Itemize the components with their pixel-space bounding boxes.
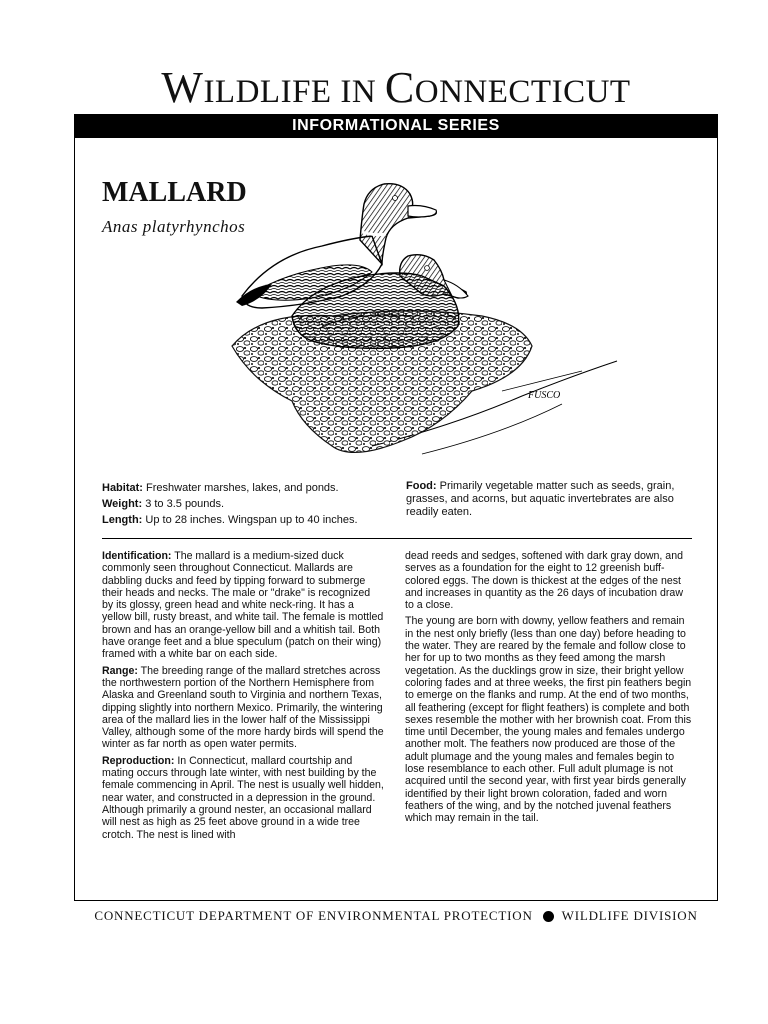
weight-row bbox=[102, 496, 392, 512]
young-paragraph: The young are born with downy, yellow feathers and remain in the nest only briefly (less than one day) before heading to the water. They are reared by the female and follow close to her for up to two months as they feed among the marsh vegetation. As the ducklings grow in size, their bright yellow coloring fades and at three weeks, the first pin feathers begin to emerge on the flanks and rump. At the end of two months, all feathering (except for flight feathers) is complete and both sexes resemble the mother with her brownish coat. From this time until December, the young males and females undergo another molt. The feathers now produced are those of the adult plumage and the young males and females begin to lose resemblance to each other. Full adult plumage is not acquired until the second year, with first year birds generally identified by their light brown coloration, faded and worn feathers of the wing, and by the notched juvenal feathers which may remain in the tail. bbox=[405, 615, 692, 825]
range-label: Range: bbox=[102, 664, 138, 677]
mallard-illustration bbox=[222, 176, 622, 466]
footer-department: CONNECTICUT DEPARTMENT OF ENVIRONMENTAL PROTECTION bbox=[94, 908, 533, 923]
footer-division: WILDLIFE DIVISION bbox=[561, 908, 698, 923]
bullet-icon bbox=[543, 911, 554, 922]
length-label: Length: bbox=[102, 514, 143, 526]
range-paragraph bbox=[102, 665, 384, 751]
reproduction-label: Reproduction: bbox=[102, 754, 175, 767]
section-divider bbox=[102, 538, 692, 539]
length-text: Up to 28 inches. Wingspan up to 40 inches. bbox=[145, 514, 358, 526]
scientific-name: Anas platyrhynchos bbox=[102, 217, 246, 236]
habitat-label: Habitat: bbox=[102, 482, 143, 494]
identification-label: Identification: bbox=[102, 550, 172, 562]
fact-box-left bbox=[102, 480, 392, 528]
body-column-left bbox=[102, 550, 384, 845]
habitat-row bbox=[102, 480, 392, 496]
identification-paragraph bbox=[102, 550, 384, 661]
food-text: Primarily vegetable matter such as seeds, grain, grasses, and acorns, but aquatic invertebrates are also readily eaten. bbox=[406, 480, 675, 518]
page-title bbox=[76, 62, 716, 118]
title-part-1: ILDLIFE IN bbox=[203, 74, 385, 110]
weight-label: Weight: bbox=[102, 498, 143, 510]
title-initial-w: W bbox=[161, 63, 204, 112]
length-row bbox=[102, 512, 392, 528]
title-initial-c: C bbox=[384, 63, 415, 112]
weight-text: 3 to 3.5 pounds. bbox=[145, 498, 225, 510]
range-text: The breeding range of the mallard stretches across the northwestern portion of the Northern Hemisphere from Alaska and Greenland south to Virginia and northern Texas, dipping slightly into northern Mexico. Primarily, the wintering area of the mallard lies in the lower half of the Mississippi Valley, although some of the more hardy birds will spend the winter as far north as open water permits. bbox=[102, 664, 384, 751]
artist-signature: FUSCO bbox=[528, 390, 561, 401]
title-part-2: ONNECTICUT bbox=[414, 74, 631, 110]
series-banner: INFORMATIONAL SERIES bbox=[74, 114, 718, 138]
identification-text: The mallard is a medium-sized duck commonly seen throughout Connecticut. Mallards are dabbling ducks and feed by tipping forward to submerge their heads and necks. The male or "drake" is recognized by its glossy, green head and white neck-ring. It has a yellow bill, rusty breast, and white tail. The female is mottled brown and has an orange-yellow bill and a whitish tail. Both have orange feet and a blue speculum (patch on their wing) framed with a white bar on each side. bbox=[102, 550, 384, 661]
fact-box-right bbox=[406, 480, 688, 519]
body-column-right bbox=[405, 550, 693, 829]
species-name: MALLARD bbox=[102, 177, 247, 208]
reproduction-continued: dead reeds and sedges, softened with dark gray down, and serves as a foundation for the eight to 12 greenish buff-colored eggs. The down is thickest at the edges of the nest and increases in quantity as the 26 days of incubation draw to a close. bbox=[405, 550, 683, 612]
reproduction-paragraph bbox=[102, 755, 384, 841]
habitat-text: Freshwater marshes, lakes, and ponds. bbox=[146, 482, 339, 494]
food-label: Food: bbox=[406, 480, 437, 492]
reproduction-text: In Connecticut, mallard courtship and mating occurs through late winter, with nest building by the female commencing in April. The nest is usually well hidden, near water, and constructed in a depression in the ground. Although primarily a ground nester, an occasional mallard will nest as high as 25 feet above ground in a wide tree crotch. The nest is lined with bbox=[102, 754, 384, 841]
page-footer bbox=[74, 908, 718, 924]
